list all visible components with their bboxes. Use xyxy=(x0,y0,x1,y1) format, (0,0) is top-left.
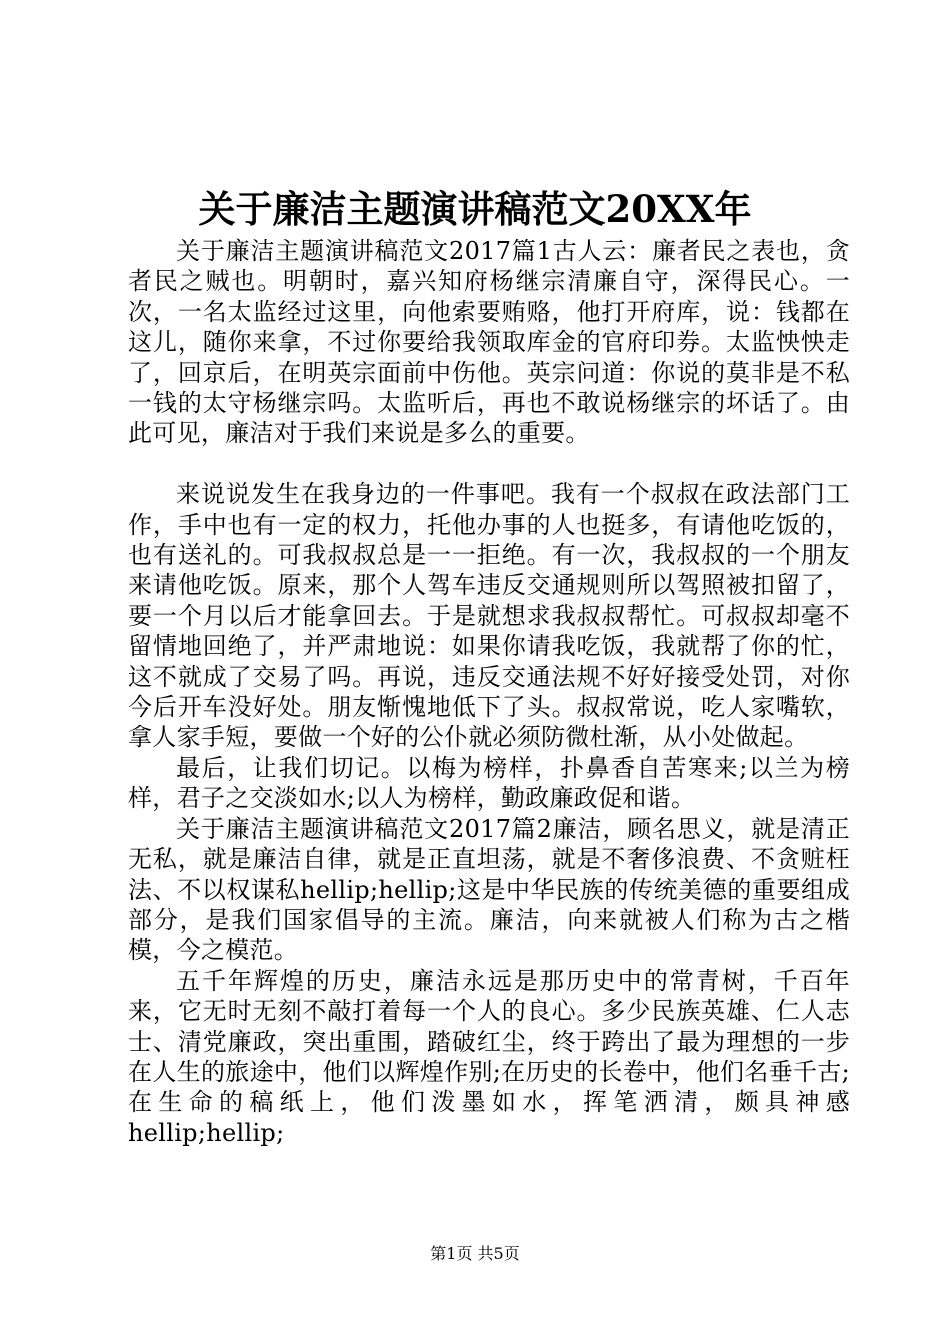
page-number: 第1页 共5页 xyxy=(430,1244,520,1263)
document-title: 关于廉洁主题演讲稿范文20XX年 xyxy=(198,187,752,231)
paragraph-4: 关于廉洁主题演讲稿范文2017篇2廉洁，顾名思义，就是清正无私，就是廉洁自律，就是正直坦荡，就是不奢侈浪费、不贪赃枉法、不以权谋私hellip;hellip;这是中华民族的传统美德的重要组成部分，是我们国家倡导的主流。廉洁，向来就被人们称为古之楷模，今之模范。 xyxy=(128,814,850,965)
paragraph-5: 五千年辉煌的历史，廉洁永远是那历史中的常青树，千百年来，它无时无刻不敲打着每一个人的良心。多少民族英雄、仁人志士、清党廉政，突出重围，踏破红尘，终于跨出了最为理想的一步在人生的旅途中，他们以辉煌作别;在历史的长卷中，他们名垂千古;在生命的稿纸上，他们泼墨如水，挥笔洒清，颇具神感hellip;hellip; xyxy=(128,966,850,1147)
paragraph-1: 关于廉洁主题演讲稿范文2017篇1古人云：廉者民之表也，贪者民之贼也。明朝时，嘉兴知府杨继宗清廉自守，深得民心。一次，一名太监经过这里，向他索要贿赂，他打开府库，说：钱都在这儿，随你来拿，不过你要给我领取库金的官府印券。太监怏怏走了，回京后，在明英宗面前中伤他。英宗问道：你说的莫非是不私一钱的太守杨继宗吗。太监听后，再也不敢说杨继宗的坏话了。由此可见，廉洁对于我们来说是多么的重要。 xyxy=(128,237,850,448)
document-body xyxy=(128,236,850,1148)
paragraph-3: 最后，让我们切记。以梅为榜样，扑鼻香自苦寒来;以兰为榜样，君子之交淡如水;以人为榜样，勤政廉政促和谐。 xyxy=(128,753,850,813)
paragraph-2: 来说说发生在我身边的一件事吧。我有一个叔叔在政法部门工作，手中也有一定的权力，托他办事的人也挺多，有请他吃饭的，也有送礼的。可我叔叔总是一一拒绝。有一次，我叔叔的一个朋友来请他吃饭。原来，那个人驾车违反交通规则所以驾照被扣留了，要一个月以后才能拿回去。于是就想求我叔叔帮忙。可叔叔却毫不留情地回绝了，并严肃地说：如果你请我吃饭，我就帮了你的忙，这不就成了交易了吗。再说，违反交通法规不好好接受处罚，对你今后开车没好处。朋友惭愧地低下了头。叔叔常说，吃人家嘴软，拿人家手短，要做一个好的公仆就必须防微杜渐，从小处做起。 xyxy=(128,480,850,752)
